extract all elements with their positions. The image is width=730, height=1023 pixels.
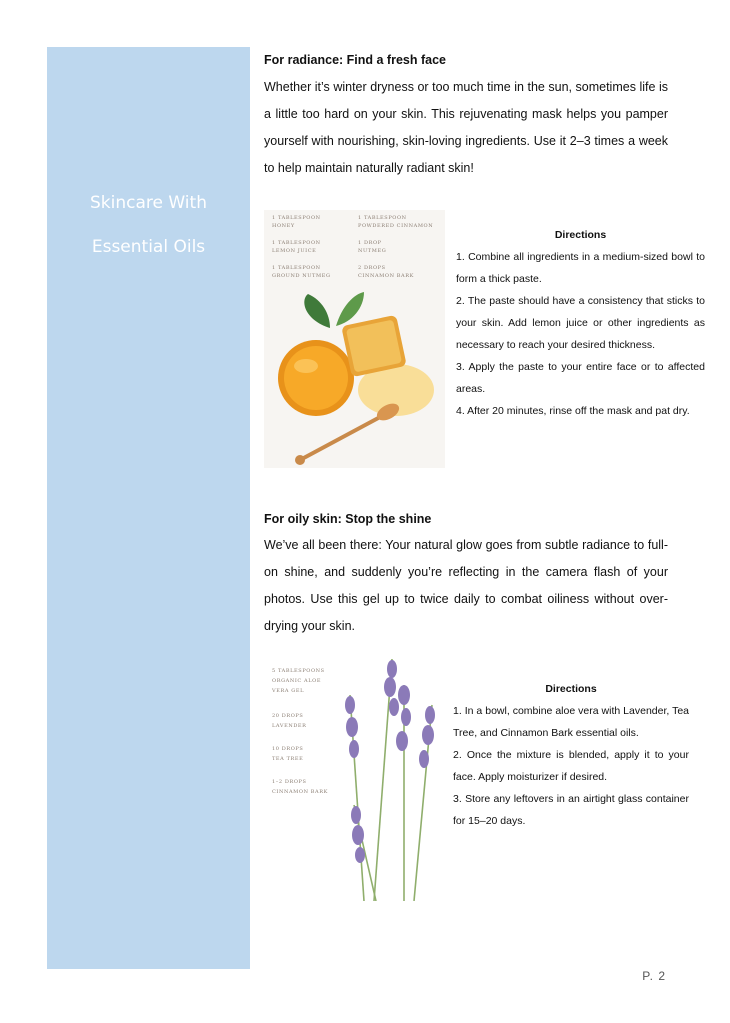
recipe2-ingredient-1-line2: LAVENDER	[272, 723, 307, 729]
section1-body	[264, 74, 668, 182]
section2-paragraph: We’ve all been there: Your natural glow goes from subtle radiance to full-on shine, and suddenly you’re reflecting in the camera flash of your photos. Use this gel up to twice daily to combat oiliness without over-drying your skin.	[264, 538, 668, 633]
sidebar-title	[47, 181, 250, 269]
recipe1-ingredient-5-line2: CINNAMON BARK	[358, 273, 414, 279]
recipe2-ingredient-2-line2: TEA TREE	[272, 756, 304, 762]
recipe2-ingredient-0-line2: ORGANIC ALOE	[272, 678, 322, 684]
direction1-step-2: 2. The paste should have a consistency that sticks to your skin. Add lemon juice or other ingredients as necessary to reach your desired thickness.	[456, 295, 705, 351]
sidebar-title-line2: Essential Oils	[91, 237, 206, 257]
section2-directions	[453, 678, 689, 832]
sidebar-title-line1: Skincare With	[90, 193, 207, 213]
direction1-step-1: 1. Combine all ingredients in a medium-sized bowl to form a thick paste.	[456, 251, 705, 285]
direction2-step-2: 2. Once the mixture is blended, apply it to your face. Apply moisturizer if desired.	[453, 749, 689, 783]
direction2-step-1: 1. In a bowl, combine aloe vera with Lavender, Tea Tree, and Cinnamon Bark essential oils.	[453, 705, 689, 739]
recipe1-ingredient-4-line2: GROUND NUTMEG	[272, 273, 331, 279]
recipe1-ingredient-2-line2: LEMON JUICE	[272, 248, 317, 254]
sidebar-panel	[47, 47, 250, 969]
recipe2-ingredient-2-line1: 10 DROPS	[272, 746, 304, 752]
direction1-step-3: 3. Apply the paste to your entire face or to affected areas.	[456, 361, 705, 395]
recipe1-ingredient-3-line2: NUTMEG	[358, 248, 387, 254]
recipe1-ingredient-1-line1: 1 TABLESPOON	[358, 215, 407, 221]
section1-directions	[456, 224, 705, 422]
recipe2-ingredient-1-line1: 20 DROPS	[272, 713, 304, 719]
recipe2-ingredient-0-line3: VERA GEL	[272, 688, 304, 694]
recipe1-ingredient-1-line2: POWDERED CINNAMON	[358, 223, 434, 229]
section1-title: For radiance: Find a fresh face	[264, 53, 446, 67]
section2-title: For oily skin: Stop the shine	[264, 512, 432, 526]
directions1-title: Directions	[554, 229, 607, 241]
directions2-title: Directions	[545, 683, 597, 695]
recipe2-ingredient-3-line2: CINNAMON BARK	[272, 789, 328, 795]
section2-body	[264, 532, 668, 640]
recipe2-ingredient-0-line1: 5 TABLESPOONS	[272, 668, 325, 674]
direction1-step-4: 4. After 20 minutes, rinse off the mask and pat dry.	[456, 405, 690, 417]
recipe1-ingredient-2-line1: 1 TABLESPOON	[272, 240, 321, 246]
recipe1-ingredient-0-line1: 1 TABLESPOON	[272, 215, 321, 221]
recipe1-ingredient-0-line2: HONEY	[272, 223, 295, 229]
recipe1-ingredient-5-line1: 2 DROPS	[358, 265, 386, 271]
honey-mask-photo	[264, 210, 445, 468]
section1-paragraph: Whether it’s winter dryness or too much time in the sun, sometimes life is a little too hard on your skin. This rejuvenating mask helps you pamper yourself with nourishing, skin-loving ingredients. Use it 2–3 times a week to help maintain naturally radiant skin!	[264, 80, 668, 175]
direction2-step-3: 3. Store any leftovers in an airtight glass container for 15–20 days.	[453, 793, 689, 827]
page-number: P. 2	[642, 969, 666, 983]
recipe1-ingredient-4-line1: 1 TABLESPOON	[272, 265, 321, 271]
honey-mask-illustration	[264, 210, 445, 468]
recipe1-ingredient-3-line1: 1 DROP	[358, 240, 382, 246]
lavender-gel-photo	[264, 655, 444, 901]
lavender-illustration	[264, 655, 444, 901]
recipe2-ingredient-3-line1: 1–2 DROPS	[272, 779, 307, 785]
